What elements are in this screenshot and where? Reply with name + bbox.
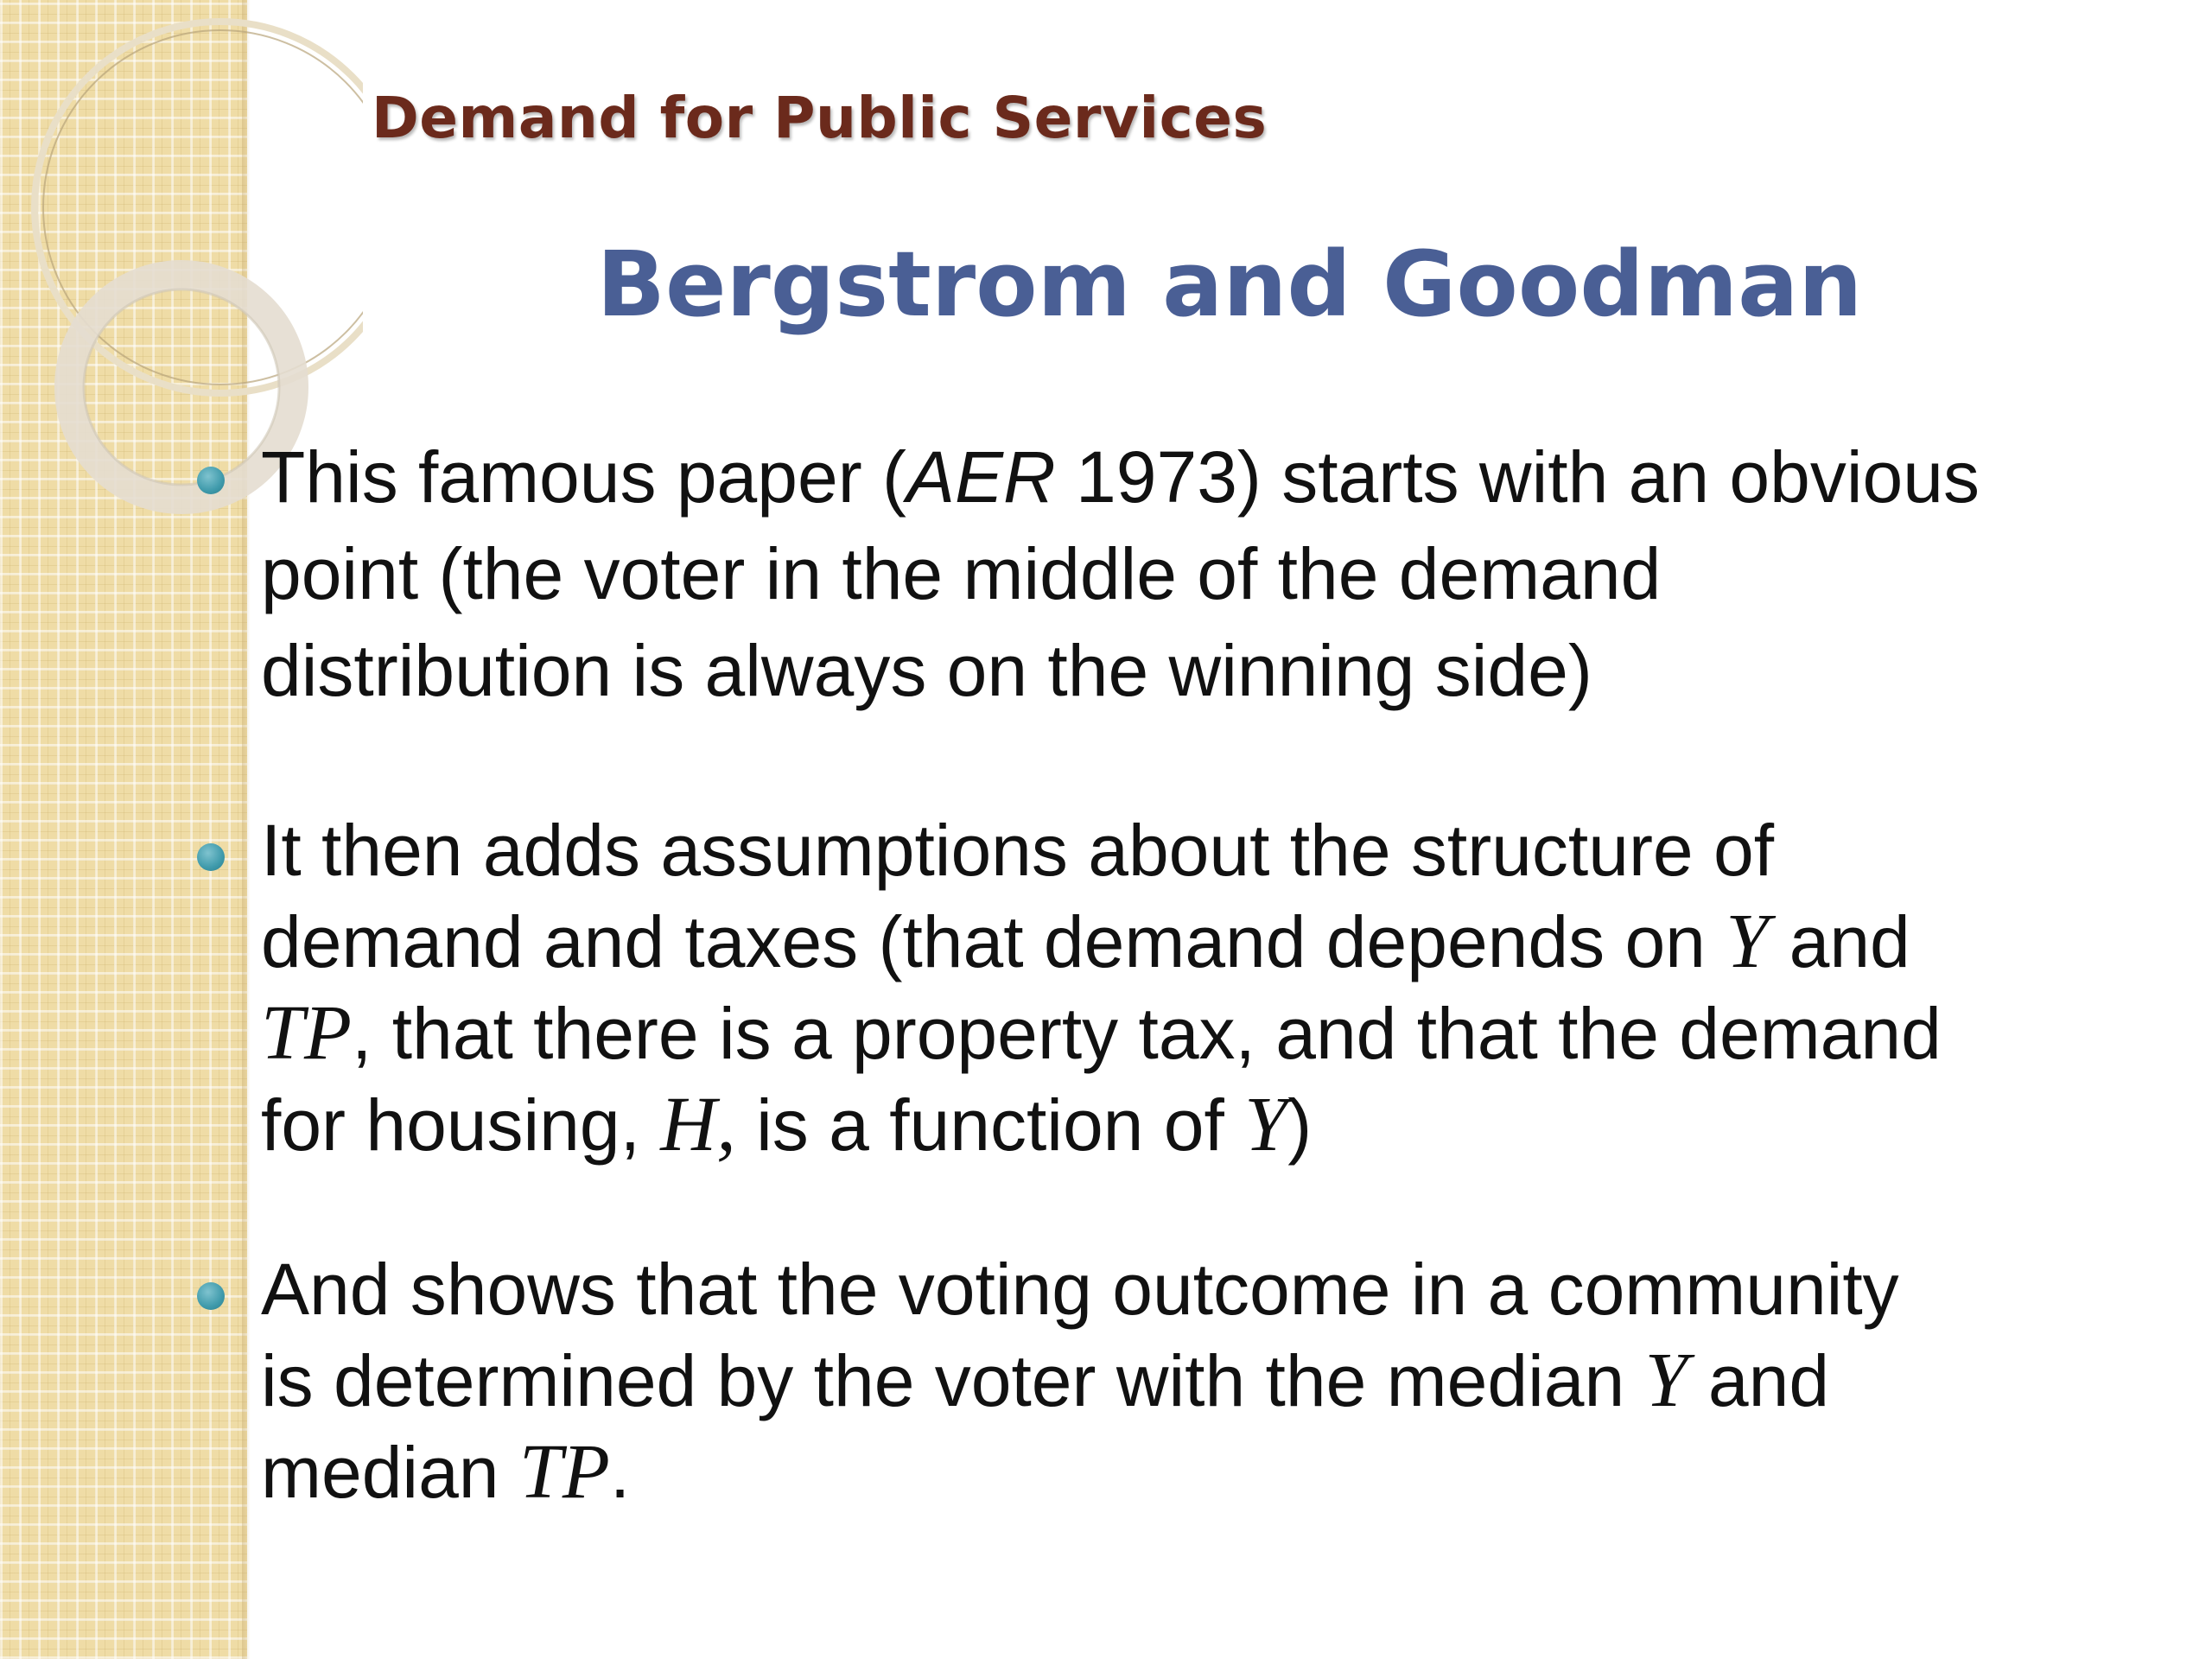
bullet-text-1 xyxy=(261,429,2188,719)
bullet-dot-icon xyxy=(197,843,225,871)
section-title: Demand for Public Services xyxy=(372,85,1268,151)
bullet-text-2 xyxy=(261,805,2188,1171)
bullet-1-line-3: distribution is always on the winning side) xyxy=(261,630,1592,711)
bullet-3-line-2: is determined by the voter with the median Y and xyxy=(261,1338,1830,1423)
bullet-text-3 xyxy=(261,1244,2188,1518)
bullet-dot-icon xyxy=(197,1282,225,1310)
bullet-2-line-1: It then adds assumptions about the structure of xyxy=(261,810,1775,891)
bullet-1-line-1: This famous paper (AER 1973) starts with an obvious xyxy=(261,436,1980,518)
bullet-dot-icon xyxy=(197,467,225,494)
bullet-1-line-2: point (the voter in the middle of the demand xyxy=(261,533,1662,614)
bullet-2-line-3: TP, that there is a property tax, and that the demand xyxy=(261,990,1942,1076)
bullet-2-line-4: for housing, H, is a function of Y) xyxy=(261,1082,1313,1167)
bullet-3-line-1: And shows that the voting outcome in a community xyxy=(261,1249,1899,1330)
bullet-2-line-2: demand and taxes (that demand depends on Y and xyxy=(261,899,1910,984)
slide-title: Bergstrom and Goodman xyxy=(596,232,1863,337)
bullet-3-line-3: median TP. xyxy=(261,1429,631,1515)
